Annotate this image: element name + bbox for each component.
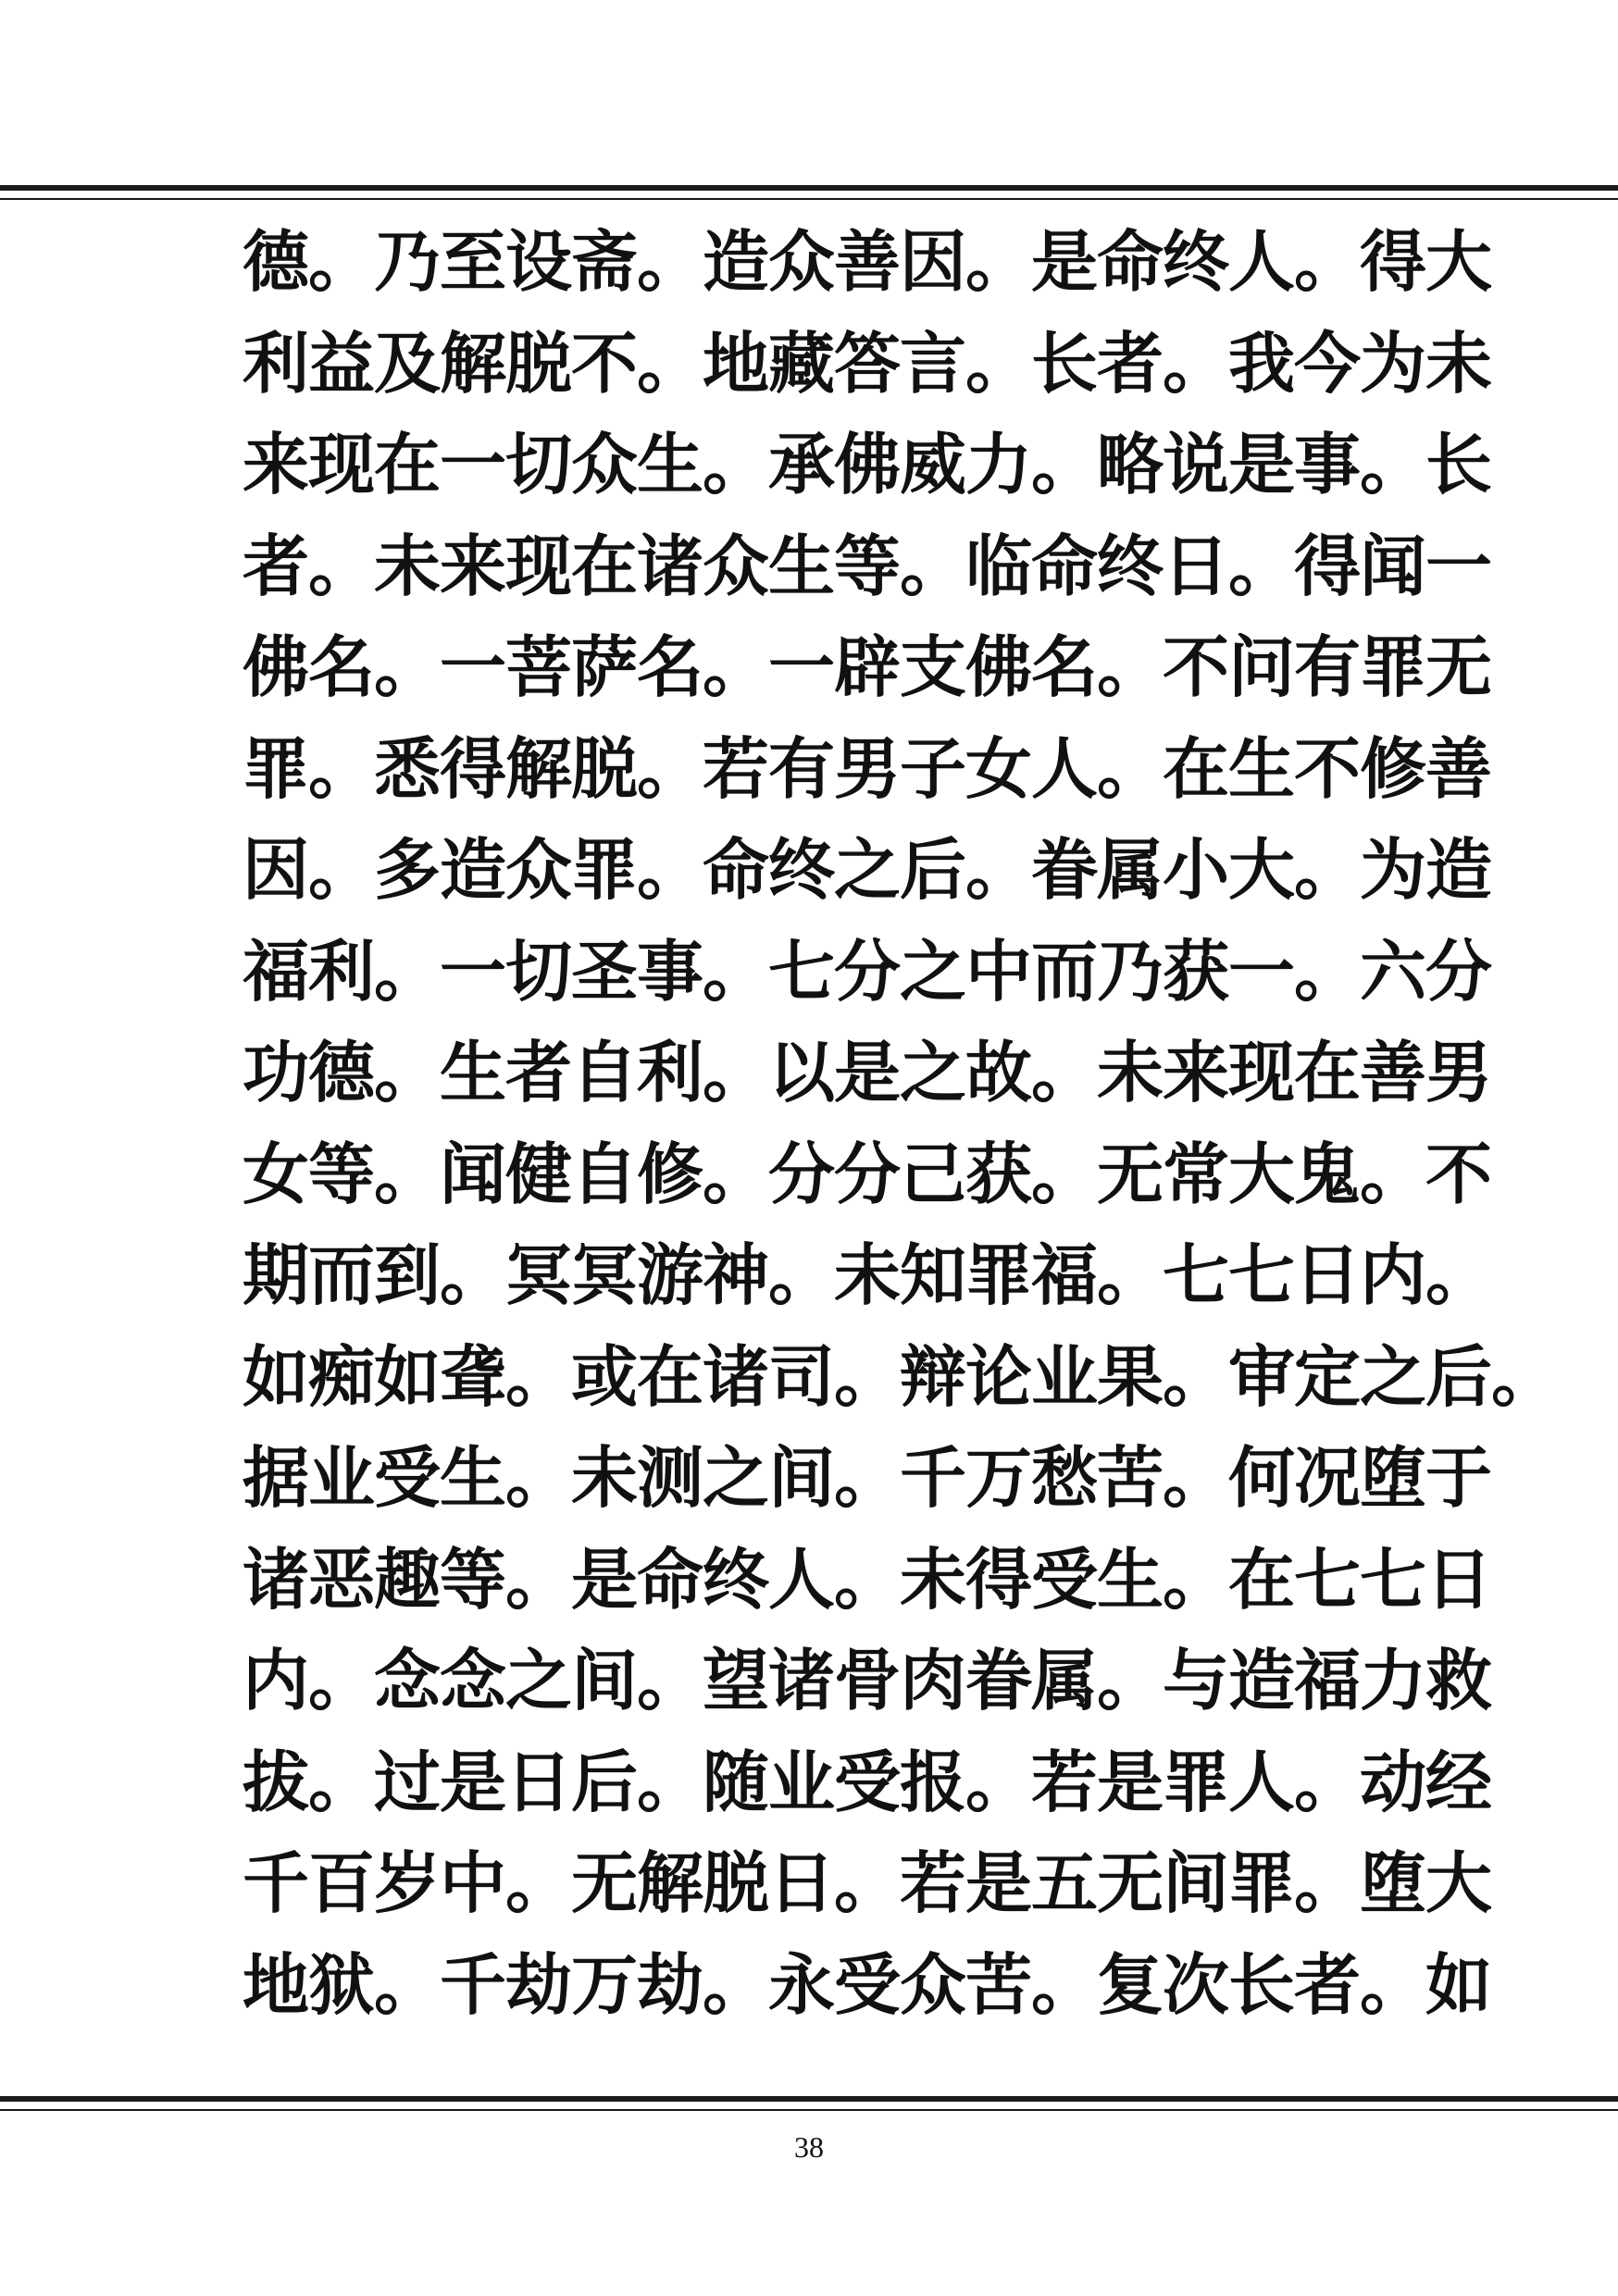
top-rule-thick bbox=[0, 185, 1618, 191]
text-line: 地狱。千劫万劫。永受众苦。复次长者。如 bbox=[243, 1944, 1492, 2024]
text-line: 千百岁中。无解脱日。若是五无间罪。堕大 bbox=[243, 1843, 1492, 1922]
text-line: 期而到。冥冥游神。未知罪福。七七日内。 bbox=[243, 1235, 1492, 1314]
text-line: 功德。生者自利。以是之故。未来现在善男 bbox=[243, 1033, 1492, 1111]
text-line: 来现在一切众生。承佛威力。略说是事。长 bbox=[243, 425, 1492, 503]
text-line: 如痴如聋。或在诸司。辩论业果。审定之后。 bbox=[243, 1336, 1558, 1416]
text-line: 据业受生。未测之间。千万愁苦。何况堕于 bbox=[243, 1438, 1492, 1517]
body-text bbox=[243, 211, 1558, 2035]
text-line: 内。念念之间。望诸骨肉眷属。与造福力救 bbox=[243, 1641, 1492, 1719]
page-number: 38 bbox=[794, 2130, 824, 2164]
top-rule-thin bbox=[0, 198, 1618, 200]
text-line: 佛名。一菩萨名。一辟支佛名。不问有罪无 bbox=[243, 627, 1492, 706]
text-line: 诸恶趣等。是命终人。未得受生。在七七日 bbox=[243, 1539, 1492, 1619]
text-line: 福利。一切圣事。七分之中而乃获一。六分 bbox=[243, 931, 1492, 1011]
text-line: 者。未来现在诸众生等。临命终日。得闻一 bbox=[243, 526, 1492, 605]
text-line: 德。乃至设斋。造众善因。是命终人。得大 bbox=[243, 222, 1492, 301]
text-line: 因。多造众罪。命终之后。眷属小大。为造 bbox=[243, 830, 1492, 909]
text-line: 利益及解脱不。地藏答言。长者。我今为未 bbox=[243, 323, 1492, 403]
text-line: 罪。悉得解脱。若有男子女人。在生不修善 bbox=[243, 728, 1492, 808]
text-line: 女等。闻健自修。分分己获。无常大鬼。不 bbox=[243, 1134, 1492, 1213]
text-line: 拔。过是日后。随业受报。若是罪人。动经 bbox=[243, 1742, 1492, 1821]
bottom-rule-thin bbox=[0, 2109, 1618, 2111]
bottom-rule-thick bbox=[0, 2096, 1618, 2102]
